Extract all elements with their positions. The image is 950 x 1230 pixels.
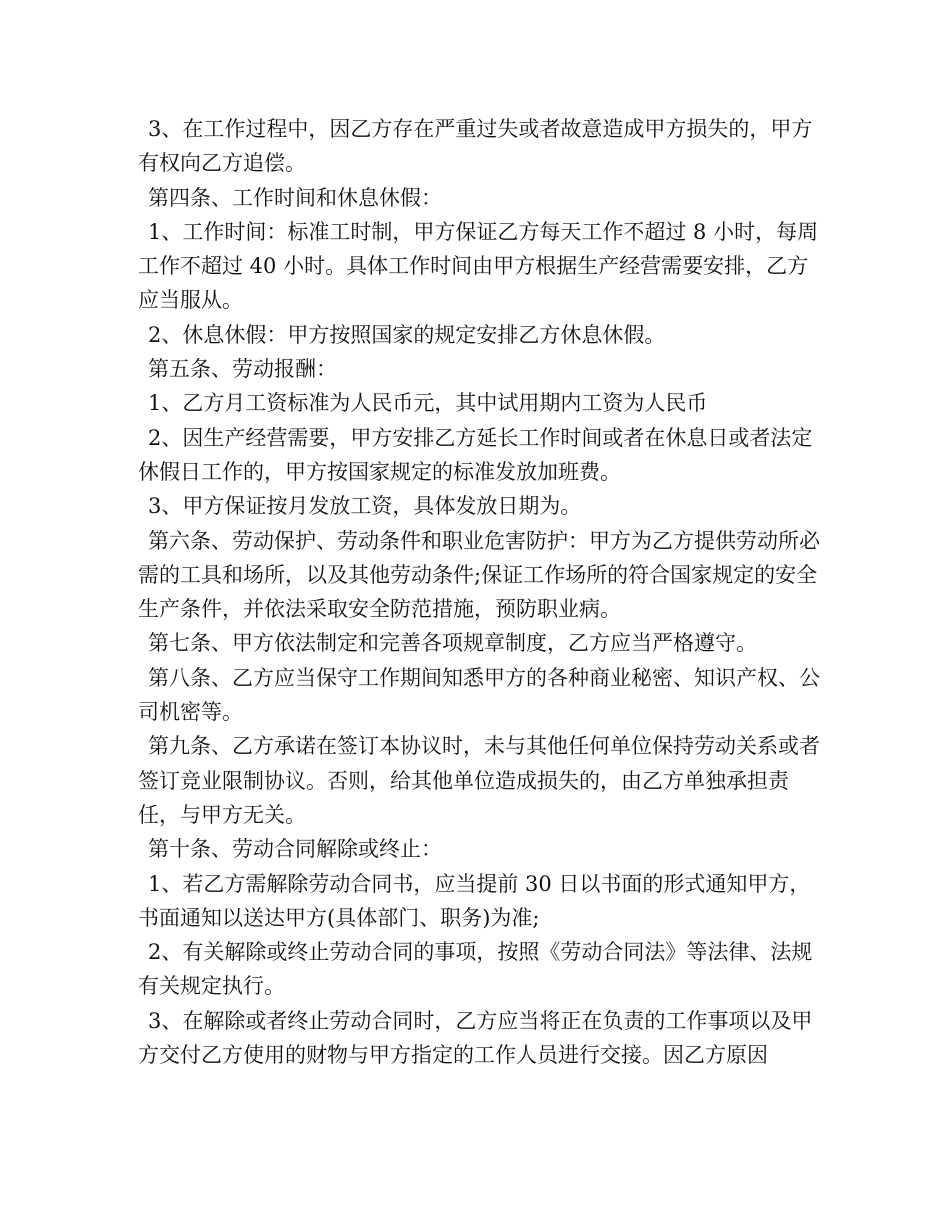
- paragraph-article-7: 第七条、甲方依法制定和完善各项规章制度，乙方应当严格遵守。: [148, 631, 757, 656]
- paragraph-handover: 3、在解除或者终止劳动合同时，乙方应当将正在负责的工作事项以及甲方交付乙方使用的财物与甲方指定的工作人员进行交接。因乙方原因: [138, 1008, 813, 1068]
- paragraph-termination-notice: 1、若乙方需解除劳动合同书，应当提前 30 日以书面的形式通知甲方，书面通知以送达甲方(具体部门、职务)为准;: [138, 871, 811, 930]
- paragraph-termination-law: 2、有关解除或终止劳动合同的事项，按照《劳动合同法》等法律、法规有关规定执行。: [138, 940, 813, 999]
- paragraph-monthly-salary: 1、乙方月工资标准为人民币元，其中试用期内工资为人民币: [148, 391, 708, 416]
- paragraph-overtime-pay: 2、因生产经营需要，甲方安排乙方延长工作时间或者在休息日或者法定休假日工作的，甲方按国家规定的标准发放加班费。: [138, 425, 813, 484]
- paragraph-clause-3-compensation: 3、在工作过程中，因乙方存在严重过失或者故意造成甲方损失的，甲方有权向乙方追偿。: [138, 117, 813, 176]
- paragraph-rest-leave: 2、休息休假：甲方按照国家的规定安排乙方休息休假。: [148, 322, 666, 347]
- paragraph-article-8: 第八条、乙方应当保守工作期间知悉甲方的各种商业秘密、知识产权、公司机密等。: [138, 665, 820, 725]
- heading-article-5: 第五条、劳动报酬：: [148, 357, 337, 382]
- paragraph-pay-date: 3、甲方保证按月发放工资，具体发放日期为。: [148, 494, 582, 519]
- document-page: [138, 112, 828, 1072]
- heading-article-10: 第十条、劳动合同解除或终止：: [148, 837, 442, 862]
- paragraph-working-hours: 1、工作时间：标准工时制，甲方保证乙方每天工作不超过 8 小时，每周工作不超过 40 小时。具体工作时间由甲方根据生产经营需要安排，乙方应当服从。: [138, 219, 819, 313]
- heading-article-4: 第四条、工作时间和休息休假：: [148, 185, 442, 210]
- paragraph-article-9: 第九条、乙方承诺在签订本协议时，未与其他任何单位保持劳动关系或者签订竞业限制协议。否则，给其他单位造成损失的，由乙方单独承担责任，与甲方无关。: [138, 734, 820, 827]
- paragraph-article-6: 第六条、劳动保护、劳动条件和职业危害防护：甲方为乙方提供劳动所必需的工具和场所，以及其他劳动条件;保证工作场所的符合国家规定的安全生产条件，并依法采取安全防范措施，预防职业病。: [138, 528, 820, 622]
